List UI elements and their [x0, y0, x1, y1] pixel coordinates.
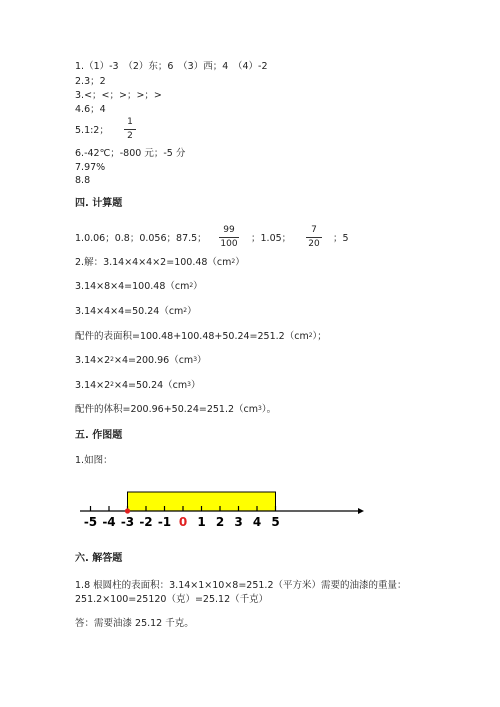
calc-line-7-text-b: ×4=50.24（cm — [114, 380, 188, 391]
calc-q1-part-a: 1.0.06；0.8；0.056；87.5； — [75, 233, 207, 244]
calc-line-7 — [75, 380, 200, 392]
calc-line-7-text-a: 3.14×2 — [75, 380, 111, 391]
fraction-numerator: 99 — [223, 225, 235, 235]
answer-line-1: 1.（1）-3 （2）东；6 （3）西；4 （4）-2 — [75, 61, 268, 72]
fraction-denominator: 2 — [127, 131, 133, 141]
superscript: 3 — [193, 356, 198, 363]
calc-line-5 — [75, 331, 327, 343]
answer-line-6: 6.-42℃；-800 元；-5 分 — [75, 148, 186, 159]
calc-q1-part-b: ；1.05； — [251, 233, 292, 244]
fraction-99-100 — [219, 225, 239, 250]
number-line-highlight — [128, 492, 276, 511]
number-line-labels — [84, 515, 280, 529]
fraction-half — [124, 117, 136, 142]
solve-line-2: 251.2×100=25120（克）=25.12（千克） — [75, 594, 269, 605]
fraction-bar — [124, 129, 136, 130]
section-title-calc: 四. 计算题 — [75, 198, 123, 209]
solve-line-1: 1.8 根圆柱的表面积：3.14×1×10×8=251.2（平方米）需要的油漆的重量： — [75, 580, 407, 591]
calc-line-6-text-b: ×4=200.96（cm — [114, 355, 194, 366]
solve-line-3: 答：需要油漆 25.12 千克。 — [75, 618, 194, 629]
calc-line-4-text: 3.14×4×4=50.24（cm — [75, 306, 184, 317]
number-line-label: 5 — [271, 515, 280, 529]
superscript: 2 — [183, 307, 188, 314]
number-line-label: -4 — [102, 515, 116, 529]
calc-q1 — [75, 233, 207, 245]
number-line-ticks — [91, 506, 276, 511]
section-title-draw: 五. 作图题 — [75, 430, 123, 441]
superscript: 2 — [231, 258, 236, 265]
superscript: 2 — [189, 282, 194, 289]
calc-q1-part-c: ；5 — [333, 233, 349, 244]
calc-line-8 — [75, 404, 276, 416]
number-line-label: 3 — [234, 515, 243, 529]
calc-q2-end: ） — [235, 257, 245, 268]
superscript: 3 — [258, 405, 262, 412]
calc-q2-text: 2.解：3.14×4×4×2=100.48（cm — [75, 257, 232, 268]
number-line-label: -1 — [157, 515, 172, 529]
number-line-label: -2 — [139, 515, 153, 529]
superscript: 2 — [110, 381, 114, 388]
fraction-denominator: 20 — [308, 239, 320, 249]
answer-line-8: 8.8 — [75, 175, 91, 186]
fraction-7-20 — [306, 225, 322, 250]
calc-line-7-end: ） — [190, 380, 201, 391]
calc-line-4 — [75, 306, 197, 318]
number-line-label: 1 — [197, 515, 206, 529]
superscript: 3 — [187, 381, 191, 388]
calc-line-6-text-a: 3.14×2 — [75, 355, 111, 366]
calc-line-5-text: 配件的表面积=100.48+100.48+50.24=251.2（cm — [75, 331, 309, 342]
answer-line-3: 3.<；<；>；>；> — [75, 90, 162, 101]
calc-line-3-text: 3.14×8×4=100.48（cm — [75, 281, 190, 292]
superscript: 2 — [308, 332, 313, 339]
answer-line-2: 2.3；2 — [75, 76, 106, 87]
fraction-numerator: 1 — [127, 117, 133, 127]
answer-line-7: 7.97% — [75, 162, 106, 173]
calc-line-6 — [75, 355, 207, 367]
number-line-label: -3 — [120, 515, 135, 529]
calc-line-3-end: ） — [193, 281, 203, 292]
calc-line-8-end: ）。 — [261, 404, 277, 415]
number-line-label: 0 — [178, 515, 188, 529]
fraction-bar — [306, 237, 322, 238]
section-title-solve: 六. 解答题 — [75, 553, 123, 564]
fraction-numerator: 7 — [311, 225, 317, 235]
fraction-denominator: 100 — [220, 239, 238, 249]
answer-line-5: 5.1:2； — [75, 125, 109, 136]
calc-q2 — [75, 257, 245, 269]
draw-q1: 1.如图： — [75, 455, 113, 466]
calc-line-4-end: ） — [187, 306, 197, 317]
number-line-label: 4 — [252, 515, 262, 529]
number-line-marked-point — [125, 508, 130, 513]
number-line-label: -5 — [83, 515, 98, 529]
number-line-arrow — [358, 508, 364, 514]
fraction-bar — [219, 237, 239, 238]
calc-line-3 — [75, 281, 203, 293]
calc-line-6-end: ） — [197, 355, 207, 366]
number-line-label: 2 — [215, 515, 225, 529]
calc-line-5-end: ）； — [312, 331, 327, 342]
answer-line-4: 4.6；4 — [75, 104, 106, 115]
superscript: 2 — [110, 356, 114, 363]
calc-line-8-text: 配件的体积=200.96+50.24=251.2（cm — [75, 404, 258, 415]
